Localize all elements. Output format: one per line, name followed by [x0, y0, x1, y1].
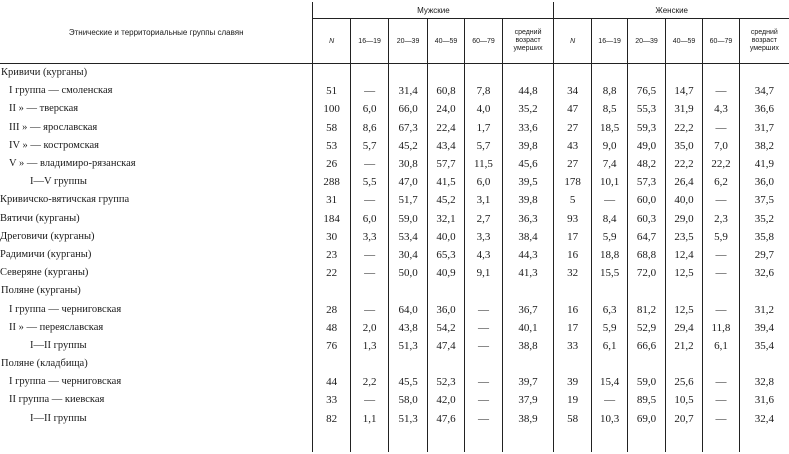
male-cell	[350, 355, 388, 373]
male-cell: 51,7	[389, 191, 427, 209]
male-cell: 45,2	[389, 137, 427, 155]
table-row	[0, 246, 789, 264]
male-cell: 44	[313, 373, 350, 391]
male-cell: 1,1	[350, 410, 388, 428]
male-cell: —	[350, 191, 388, 209]
female-cell: 7,4	[591, 155, 627, 173]
female-cell: —	[703, 391, 739, 409]
male-cell: 82	[313, 410, 350, 428]
male-cell: 26	[313, 155, 350, 173]
female-cell: 35,8	[739, 228, 789, 246]
table-row	[0, 337, 789, 355]
female-cell: 10,1	[591, 173, 627, 191]
female-cell: 31,9	[665, 100, 702, 118]
female-cell: 12,5	[665, 264, 702, 282]
female-cell	[665, 282, 702, 300]
female-cell: 6,1	[703, 337, 739, 355]
table-row	[0, 155, 789, 173]
header-male: Мужские	[313, 2, 554, 19]
female-cell: 17	[554, 228, 591, 246]
table-row	[0, 228, 789, 246]
female-cell: 27	[554, 155, 591, 173]
male-cell: 36,0	[427, 300, 464, 318]
male-cell	[465, 64, 502, 83]
male-cell: 4,3	[465, 246, 502, 264]
male-cell: 52,3	[427, 373, 464, 391]
female-cell	[554, 355, 591, 373]
male-cell: 51	[313, 82, 350, 100]
female-cell: 17	[554, 319, 591, 337]
female-cell: 15,5	[591, 264, 627, 282]
female-cell: 8,8	[591, 82, 627, 100]
female-cell: 36,0	[739, 173, 789, 191]
female-cell	[703, 64, 739, 83]
row-label: II » — тверская	[9, 103, 79, 115]
female-cell: 49,0	[628, 137, 665, 155]
female-cell	[591, 355, 627, 373]
table-row	[0, 391, 789, 409]
male-cell	[427, 355, 464, 373]
male-cell: 31,4	[389, 82, 427, 100]
table-row	[0, 82, 789, 100]
female-cell: 9,0	[591, 137, 627, 155]
female-cell: 32,4	[739, 410, 789, 428]
male-cell: —	[350, 246, 388, 264]
male-cell: —	[465, 319, 502, 337]
female-cell	[665, 355, 702, 373]
male-cell: 33	[313, 391, 350, 409]
female-cell: 7,0	[703, 137, 739, 155]
male-cell: 48	[313, 319, 350, 337]
female-cell: 2,3	[703, 210, 739, 228]
male-cell: 6,0	[350, 210, 388, 228]
female-cell: 21,2	[665, 337, 702, 355]
female-cell: 39	[554, 373, 591, 391]
male-cell	[427, 282, 464, 300]
row-label: II группа — киевская	[9, 394, 105, 406]
female-cell: 93	[554, 210, 591, 228]
female-cell: 72,0	[628, 264, 665, 282]
male-col-header: N	[313, 19, 350, 64]
male-cell: 47,0	[389, 173, 427, 191]
male-cell: 58	[313, 119, 350, 137]
male-col-header: 60—79	[465, 19, 502, 64]
male-cell: 3,1	[465, 191, 502, 209]
male-cell: 44,3	[502, 246, 554, 264]
male-cell: 5,5	[350, 173, 388, 191]
row-label: Северяне (курганы)	[0, 267, 89, 279]
male-cell: 45,6	[502, 155, 554, 173]
female-cell: —	[703, 300, 739, 318]
table-row	[0, 373, 789, 391]
female-cell: 12,5	[665, 300, 702, 318]
male-cell: 60,8	[427, 82, 464, 100]
male-cell: —	[350, 300, 388, 318]
male-cell	[313, 355, 350, 373]
section-row	[0, 282, 789, 300]
table-row	[0, 173, 789, 191]
male-cell	[350, 64, 388, 83]
female-cell: 10,3	[591, 410, 627, 428]
female-cell	[591, 282, 627, 300]
table-row	[0, 191, 789, 209]
table-row	[0, 300, 789, 318]
table-row	[0, 137, 789, 155]
female-cell: 6,1	[591, 337, 627, 355]
female-cell: 60,0	[628, 191, 665, 209]
table-row	[0, 119, 789, 137]
male-cell: 47,4	[427, 337, 464, 355]
male-cell: 9,1	[465, 264, 502, 282]
male-cell: 38,9	[502, 410, 554, 428]
female-cell	[703, 282, 739, 300]
female-cell: 11,8	[703, 319, 739, 337]
female-cell: —	[703, 264, 739, 282]
male-cell	[502, 64, 554, 83]
female-cell: 23,5	[665, 228, 702, 246]
female-cell: 22,2	[703, 155, 739, 173]
female-cell: 52,9	[628, 319, 665, 337]
male-cell: 42,0	[427, 391, 464, 409]
female-cell	[591, 64, 627, 83]
age-distribution-table	[0, 2, 789, 452]
male-cell: 45,5	[389, 373, 427, 391]
male-cell: 33,6	[502, 119, 554, 137]
male-cell: 24,0	[427, 100, 464, 118]
table-row	[0, 100, 789, 118]
female-cell: 16	[554, 246, 591, 264]
male-cell: —	[350, 264, 388, 282]
male-cell: 2,7	[465, 210, 502, 228]
female-cell: 18,8	[591, 246, 627, 264]
female-cell: 18,5	[591, 119, 627, 137]
female-cell: 4,3	[703, 100, 739, 118]
female-cell: 59,3	[628, 119, 665, 137]
male-cell: 6,0	[350, 100, 388, 118]
female-cell: 19	[554, 391, 591, 409]
row-label: I группа — черниговская	[9, 376, 122, 388]
female-cell: 35,0	[665, 137, 702, 155]
male-cell: 32,1	[427, 210, 464, 228]
male-cell: 65,3	[427, 246, 464, 264]
female-cell: 29,7	[739, 246, 789, 264]
section-row	[0, 355, 789, 373]
female-cell: —	[591, 191, 627, 209]
female-cell: 32,6	[739, 264, 789, 282]
female-cell: 15,4	[591, 373, 627, 391]
female-cell: 66,6	[628, 337, 665, 355]
female-cell: 41,9	[739, 155, 789, 173]
male-cell: 39,5	[502, 173, 554, 191]
male-cell: 5,7	[465, 137, 502, 155]
male-cell: 50,0	[389, 264, 427, 282]
male-cell: —	[465, 300, 502, 318]
male-cell: 30,8	[389, 155, 427, 173]
row-label: II » — переяславская	[9, 321, 104, 333]
male-cell: 40,9	[427, 264, 464, 282]
female-cell: 64,7	[628, 228, 665, 246]
male-cell: 30	[313, 228, 350, 246]
female-cell: 39,4	[739, 319, 789, 337]
female-cell: —	[703, 246, 739, 264]
male-cell: 57,7	[427, 155, 464, 173]
row-label: I группа — смоленская	[9, 85, 113, 97]
male-cell: 8,6	[350, 119, 388, 137]
female-cell: 12,4	[665, 246, 702, 264]
male-cell	[502, 355, 554, 373]
male-cell: 22,4	[427, 119, 464, 137]
column-header-groups: Этнические и территориальные группы славян	[0, 2, 313, 64]
male-cell: 6,0	[465, 173, 502, 191]
male-cell: 54,2	[427, 319, 464, 337]
male-cell: 64,0	[389, 300, 427, 318]
male-cell: 43,8	[389, 319, 427, 337]
male-cell: 45,2	[427, 191, 464, 209]
male-cell: —	[465, 410, 502, 428]
male-cell: —	[350, 391, 388, 409]
male-cell	[389, 282, 427, 300]
section-row	[0, 64, 789, 83]
female-cell: 8,5	[591, 100, 627, 118]
female-cell: 34	[554, 82, 591, 100]
female-cell: 22,2	[665, 119, 702, 137]
male-cell: 47,6	[427, 410, 464, 428]
female-cell: —	[703, 191, 739, 209]
female-cell: 6,2	[703, 173, 739, 191]
male-cell: —	[465, 373, 502, 391]
female-cell: 10,5	[665, 391, 702, 409]
female-cell: 26,4	[665, 173, 702, 191]
male-cell: 35,2	[502, 100, 554, 118]
female-cell: 29,0	[665, 210, 702, 228]
table-row	[0, 319, 789, 337]
row-label: Кривичско-вятичская группа	[0, 194, 130, 206]
row-label: I—II группы	[30, 339, 87, 351]
male-cell: 2,2	[350, 373, 388, 391]
male-cell: 36,7	[502, 300, 554, 318]
female-cell: 43	[554, 137, 591, 155]
table-row	[0, 210, 789, 228]
female-cell: 35,2	[739, 210, 789, 228]
male-cell	[313, 282, 350, 300]
female-cell: 31,2	[739, 300, 789, 318]
row-label: Поляне (курганы)	[1, 285, 81, 297]
row-label: Поляне (кладбища)	[1, 358, 88, 370]
female-cell: 29,4	[665, 319, 702, 337]
male-cell: 37,9	[502, 391, 554, 409]
male-cell: 7,8	[465, 82, 502, 100]
female-cell: 37,5	[739, 191, 789, 209]
female-cell: 34,7	[739, 82, 789, 100]
male-cell	[427, 64, 464, 83]
female-cell: 31,6	[739, 391, 789, 409]
female-cell: 55,3	[628, 100, 665, 118]
female-cell: 6,3	[591, 300, 627, 318]
female-cell: 57,3	[628, 173, 665, 191]
male-cell: 4,0	[465, 100, 502, 118]
female-cell: —	[591, 391, 627, 409]
table-footer-space	[0, 428, 789, 452]
male-cell: 5,7	[350, 137, 388, 155]
female-cell: —	[703, 410, 739, 428]
female-cell: 32	[554, 264, 591, 282]
female-cell: 27	[554, 119, 591, 137]
female-cell: 59,0	[628, 373, 665, 391]
male-cell: 38,8	[502, 337, 554, 355]
female-cell: 76,5	[628, 82, 665, 100]
female-cell: 22,2	[665, 155, 702, 173]
male-col-header: 20—39	[389, 19, 427, 64]
row-label: Вятичи (курганы)	[0, 212, 80, 224]
male-cell: 30,4	[389, 246, 427, 264]
male-cell: 3,3	[350, 228, 388, 246]
female-cell	[703, 355, 739, 373]
female-cell	[739, 355, 789, 373]
male-cell: 100	[313, 100, 350, 118]
male-cell	[465, 282, 502, 300]
female-cell: 32,8	[739, 373, 789, 391]
female-cell: 48,2	[628, 155, 665, 173]
male-cell: 44,8	[502, 82, 554, 100]
male-cell: 40,0	[427, 228, 464, 246]
male-cell	[313, 64, 350, 83]
male-cell: 11,5	[465, 155, 502, 173]
female-cell: 8,4	[591, 210, 627, 228]
female-cell: 14,7	[665, 82, 702, 100]
male-cell: 39,7	[502, 373, 554, 391]
male-cell: 76	[313, 337, 350, 355]
female-cell: 31,7	[739, 119, 789, 137]
male-cell: 58,0	[389, 391, 427, 409]
male-cell: 288	[313, 173, 350, 191]
male-cell	[502, 282, 554, 300]
male-cell: 2,0	[350, 319, 388, 337]
male-col-header: средний возраст умерших	[502, 19, 554, 64]
female-cell: —	[703, 373, 739, 391]
table-row	[0, 264, 789, 282]
female-cell: 16	[554, 300, 591, 318]
female-cell	[665, 64, 702, 83]
female-col-header: 40—59	[665, 19, 702, 64]
female-cell: 20,7	[665, 410, 702, 428]
female-cell: 5,9	[591, 319, 627, 337]
male-cell: 38,4	[502, 228, 554, 246]
female-cell	[628, 282, 665, 300]
male-cell: 3,3	[465, 228, 502, 246]
male-cell: 67,3	[389, 119, 427, 137]
male-cell: 39,8	[502, 137, 554, 155]
female-cell: 5	[554, 191, 591, 209]
male-col-header: 16—19	[350, 19, 388, 64]
row-label: Дреговичи (курганы)	[0, 230, 95, 242]
female-cell: 5,9	[591, 228, 627, 246]
male-cell: 53,4	[389, 228, 427, 246]
male-cell	[389, 355, 427, 373]
male-cell: 66,0	[389, 100, 427, 118]
female-cell: —	[703, 119, 739, 137]
row-label: Кривичи (курганы)	[1, 67, 88, 79]
male-cell: 28	[313, 300, 350, 318]
female-col-header: 60—79	[703, 19, 739, 64]
male-cell: 51,3	[389, 337, 427, 355]
female-cell: 36,6	[739, 100, 789, 118]
male-cell: —	[350, 155, 388, 173]
male-col-header: 40—59	[427, 19, 464, 64]
female-cell: 38,2	[739, 137, 789, 155]
row-label: I—V группы	[30, 176, 87, 188]
male-cell: —	[465, 337, 502, 355]
female-cell	[628, 355, 665, 373]
male-cell: 1,3	[350, 337, 388, 355]
row-label: IV » — костромская	[9, 139, 100, 151]
female-cell: —	[703, 82, 739, 100]
male-cell: 36,3	[502, 210, 554, 228]
male-cell: 23	[313, 246, 350, 264]
male-cell: 59,0	[389, 210, 427, 228]
row-label: III » — ярославская	[9, 121, 98, 133]
row-label: I—II группы	[30, 412, 87, 424]
female-cell	[554, 282, 591, 300]
male-cell: —	[465, 391, 502, 409]
female-cell: 178	[554, 173, 591, 191]
female-cell	[739, 64, 789, 83]
male-cell: 31	[313, 191, 350, 209]
male-cell: 184	[313, 210, 350, 228]
female-cell: 89,5	[628, 391, 665, 409]
row-label: V » — владимиро-рязанская	[9, 158, 136, 170]
female-cell: 58	[554, 410, 591, 428]
female-cell: 47	[554, 100, 591, 118]
male-cell: 39,8	[502, 191, 554, 209]
table-row	[0, 410, 789, 428]
female-cell: 60,3	[628, 210, 665, 228]
female-cell: 40,0	[665, 191, 702, 209]
male-cell: 51,3	[389, 410, 427, 428]
female-col-header: средний возраст умерших	[739, 19, 789, 64]
header-female: Женские	[554, 2, 789, 19]
male-cell: 40,1	[502, 319, 554, 337]
female-cell: 81,2	[628, 300, 665, 318]
female-cell: 5,9	[703, 228, 739, 246]
female-cell: 69,0	[628, 410, 665, 428]
female-col-header: 20—39	[628, 19, 665, 64]
male-cell	[465, 355, 502, 373]
male-cell: 41,3	[502, 264, 554, 282]
female-cell: 35,4	[739, 337, 789, 355]
row-label: Радимичи (курганы)	[0, 248, 92, 260]
female-cell	[554, 64, 591, 83]
male-cell: 22	[313, 264, 350, 282]
female-cell: 33	[554, 337, 591, 355]
row-label: I группа — черниговская	[9, 303, 122, 315]
female-cell: 25,6	[665, 373, 702, 391]
female-cell	[739, 282, 789, 300]
female-col-header: N	[554, 19, 591, 64]
female-cell: 68,8	[628, 246, 665, 264]
male-cell: 53	[313, 137, 350, 155]
female-cell	[628, 64, 665, 83]
female-col-header: 16—19	[591, 19, 627, 64]
male-cell	[389, 64, 427, 83]
male-cell: 1,7	[465, 119, 502, 137]
male-cell: —	[350, 82, 388, 100]
male-cell	[350, 282, 388, 300]
male-cell: 41,5	[427, 173, 464, 191]
male-cell: 43,4	[427, 137, 464, 155]
